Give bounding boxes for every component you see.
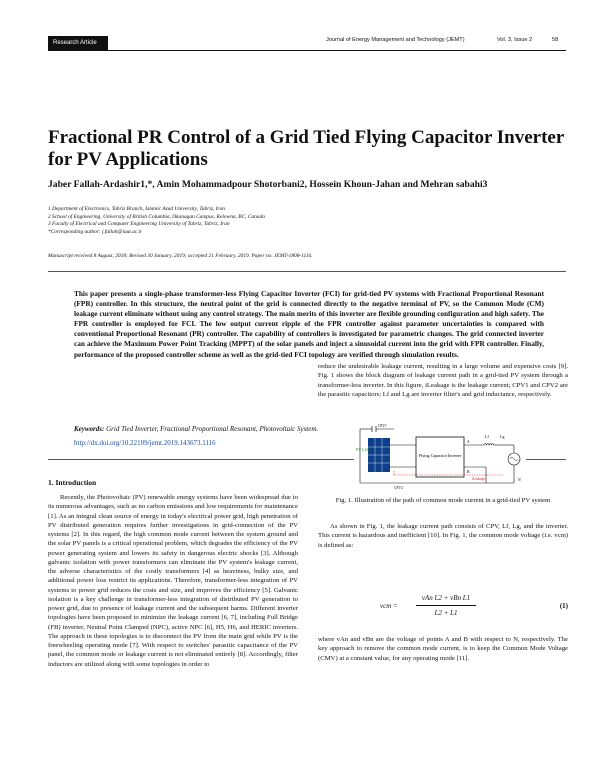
author-list: Jaber Fallah-Ardashir1,*, Amin Mohammadpour Shotorbani2, Hossein Khoun-Jahan and Mehran sabahi3 [48, 179, 488, 190]
lg-label: Lg [500, 434, 505, 439]
pv-cell-label: PV Cell [356, 447, 369, 452]
equation-1 [318, 588, 568, 628]
node-n-label: N [518, 478, 521, 482]
header-rule [48, 50, 566, 51]
leakage-label: iLeakage [472, 477, 486, 481]
paper-title: Fractional PR Control of a Grid Tied Flying Capacitor Inverter for PV Applications [48, 127, 564, 170]
intro-paragraph-4: where vAn and vBn are the voltage of points A and B with respect to N, respectively. The key approach to remove the common mode current, is to keep the Common Mode Voltage (CMV) at a constant value, for any operating mode [11]. [318, 636, 568, 662]
keywords-label: Keywords: [74, 425, 105, 433]
left-column [48, 493, 298, 669]
section-heading-introduction: 1. Introduction [48, 478, 97, 487]
right-column-top [318, 362, 568, 399]
right-column-middle [318, 522, 568, 550]
doi-link[interactable]: http://dx.doi.org/10.22109/jemt.2019.143673.1116 [74, 439, 216, 447]
equation-number: (1) [559, 602, 568, 610]
node-b-label: B [467, 470, 470, 474]
abstract-top-rule [48, 271, 566, 272]
cpv1-label: CPV1 [378, 424, 387, 428]
page-number: 58 [552, 37, 559, 43]
abstract-text: This paper presents a single-phase transformer-less Flying Capacitor Inverter (FCI) for grid-tied PV systems with Fractional Proportional Resonant (FPR) controller. In this structure, the neutral point of the grid is connected directly to the negative terminal of PV, so the Common Mode (CM) leakage current eliminate without using any control strategy. The main merits of this inverter are flexible grounding configuration and high safety. The FPR controller is employed for FCI. The low output current ripple of the FPR controller against parameter uncertainties is compared with conventional Proportional Resonant (PR) controller. The capability of controllers is investigated for parametric changes. The grid connected inverter can achieve the Maximum Power Point Tracking (MPPT) of the solar panels and inject a sinusoidal current into the grid with FPR controller. Finally, performance of the proposed controller scheme as well as the grid-tied FCI topology are verified through simulation results. [74, 289, 544, 359]
intro-paragraph-2: reduce the undesirable leakage current, resulting in a large volume and expensive costs [9]. Fig. 1 shows the block diagram of leakage current path in a grid-tied PV system through a transformer-less inverter. In this figure, iLeakage is the leakage current; CPV1 and CPV2 are the parasitic capacitors; Lf and Lg are inverter filter's and grid inductance, respectively. [318, 363, 568, 398]
intro-paragraph-1: Recently, the Photovoltaic (PV) renewable energy systems have been widespread due to its numerous advantages, such as no carbon emissions and low requirements for maintenance [1]. As an integral clean source of energy in today's electrical power grid, high penetration of PV distributed generation requires further investigations in grid-connection of the PV systems [2]. In this regard, the high common mode current between the system ground and the solar PV panels is a critical operational problem, which degrades the efficiency of the PV power generating system and lowers its safety in dangerous electric shocks [3]. Although galvanic isolation with power transformers can eliminate the PV system's leakage current, the adverse characteristics of the costly transformers [4] as heaviness, bulky size, and additional power loss restrict its applications. Therefore, transformer-less integration of PV systems to power grid reduces the costs and size, and improves the efficiency [5]. Galvanic isolation is a key challenge in transformer-less integration of distributed PV generation to power grid, due to presence of leakage current and the subsequent harms. Different inverter topologies have been proposed to minimize the leakage current [6, 7], including Full Bridge (FB) inverter, Neutral Point Clamped (NPC), active NPC [6], H5, H6, and HERIC inverters. The approach in these topologies is to disconnect the PV from the main grid while PV is the freewheeling operating mode [7]. With respect to switches' parasitic capacitance of the PV panel, the common mode or leakage current is not eliminated entirely [8]. Accordingly, filter inductors are utilized along with some topologies in order to [48, 494, 298, 668]
node-a-label: A [467, 440, 470, 444]
article-type-badge: Research Article [48, 36, 108, 51]
intro-paragraph-3: As shown in Fig. 1, the leakage current path consists of CPV, Lf, Lg, and the inverter. This current is hazardous and inefficient [10]. In Fig. 1, the common mode voltage (i.e. vcm) is defined as: [318, 523, 568, 549]
equation-denominator: L2 + L1 [434, 609, 458, 617]
equation-numerator: vAn L2 + vBn L1 [421, 594, 471, 602]
affiliation-2: 2 School of Engineering, University of British Columbia, Okanagan Campus, Kelowna, BC, Canada [48, 213, 265, 220]
journal-name: Journal of Energy Management and Technology (JEMT) [326, 37, 465, 43]
keywords-text: Grid Tied Inverter, Fractional Proportional Resonant, Photovoltaic System. [106, 425, 319, 433]
lf-label: Lf [485, 434, 489, 439]
equation-lhs: vcm = [380, 602, 398, 610]
figure-1-caption: Fig. 1. Illustration of the path of common mode current in a grid-tied PV system [335, 497, 551, 504]
figure-1-diagram [354, 423, 526, 493]
affiliation-1: 1 Department of Electronics, Tabriz Branch, Islamic Azad University, Tabriz, Iran [48, 206, 225, 212]
affiliation-3: 3 Faculty of Electrical and Computer Engineering University of Tabriz, Tabriz, Iran [48, 221, 230, 228]
cpv2-label: CPV2 [394, 486, 403, 490]
inverter-label: Flying Capacitor Inverter [418, 453, 462, 458]
corresponding-author: *Corresponding author: j.fallah@iaut.ac.ir [48, 228, 143, 235]
equation-fraction-bar [416, 605, 476, 606]
volume-issue: Vol. 3, Issue 2 [497, 37, 533, 43]
right-column-bottom [318, 635, 568, 663]
affiliations [48, 206, 568, 236]
manuscript-history: Manuscript received 8 August, 2018; Revised 30 January, 2019; accepted 21 February, 2019. Paper no. JEMT-1808-1116. [48, 253, 313, 259]
